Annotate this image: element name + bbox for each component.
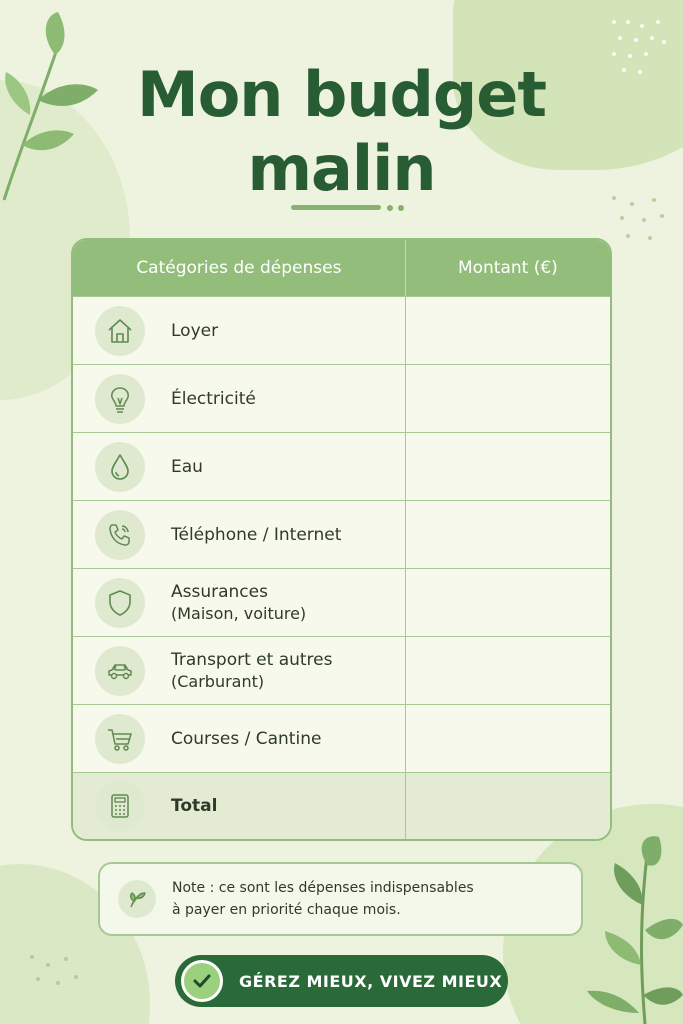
budget-table	[71, 238, 612, 841]
page-title	[0, 58, 683, 206]
slogan-label: GÉREZ MIEUX, VIVEZ MIEUX	[239, 971, 503, 991]
total-amount-cell[interactable]	[406, 773, 610, 839]
amount-cell[interactable]	[406, 637, 610, 704]
title-line-2: malin	[247, 132, 436, 205]
phone-icon	[95, 510, 145, 560]
amount-cell[interactable]	[406, 365, 610, 432]
row-label: Courses / Cantine	[171, 728, 322, 749]
column-header-amount: Montant (€)	[457, 258, 558, 278]
row-label: Loyer	[171, 320, 219, 341]
amount-cell[interactable]	[406, 569, 610, 636]
title-line-1: Mon budget	[137, 58, 546, 131]
row-label: Eau	[171, 456, 203, 477]
amount-cell[interactable]	[406, 297, 610, 364]
table-row	[73, 704, 610, 772]
row-label: Assurances (Maison, voiture)	[171, 581, 307, 623]
check-icon	[181, 960, 223, 1002]
table-row	[73, 636, 610, 704]
amount-cell[interactable]	[406, 433, 610, 500]
house-icon	[95, 306, 145, 356]
table-row	[73, 500, 610, 568]
row-label: Téléphone / Internet	[171, 524, 342, 545]
amount-cell[interactable]	[406, 705, 610, 772]
row-sublabel: (Carburant)	[171, 671, 265, 691]
table-row	[73, 568, 610, 636]
column-header-category: Catégories de dépenses	[73, 240, 406, 296]
table-row	[73, 364, 610, 432]
amount-cell[interactable]	[406, 501, 610, 568]
table-row	[73, 296, 610, 364]
row-sublabel: (Maison, voiture)	[171, 603, 307, 623]
car-icon	[95, 646, 145, 696]
shield-icon	[95, 578, 145, 628]
lightbulb-icon	[95, 374, 145, 424]
total-label: Total	[171, 796, 218, 816]
cart-icon	[95, 714, 145, 764]
table-header	[73, 240, 610, 296]
leaf-branch-bottom-right-icon	[575, 835, 683, 1024]
row-label: Transport et autres (Carburant)	[171, 649, 333, 691]
table-row	[73, 432, 610, 500]
leaf-icon	[118, 880, 156, 918]
note-text: Note : ce sont les dépenses indispensables à payer en priorité chaque mois.	[172, 880, 474, 918]
water-drop-icon	[95, 442, 145, 492]
row-label: Électricité	[171, 388, 256, 409]
calculator-icon	[95, 781, 145, 831]
slogan-button[interactable]	[175, 955, 508, 1007]
total-row	[73, 772, 610, 839]
note-box	[98, 862, 583, 936]
